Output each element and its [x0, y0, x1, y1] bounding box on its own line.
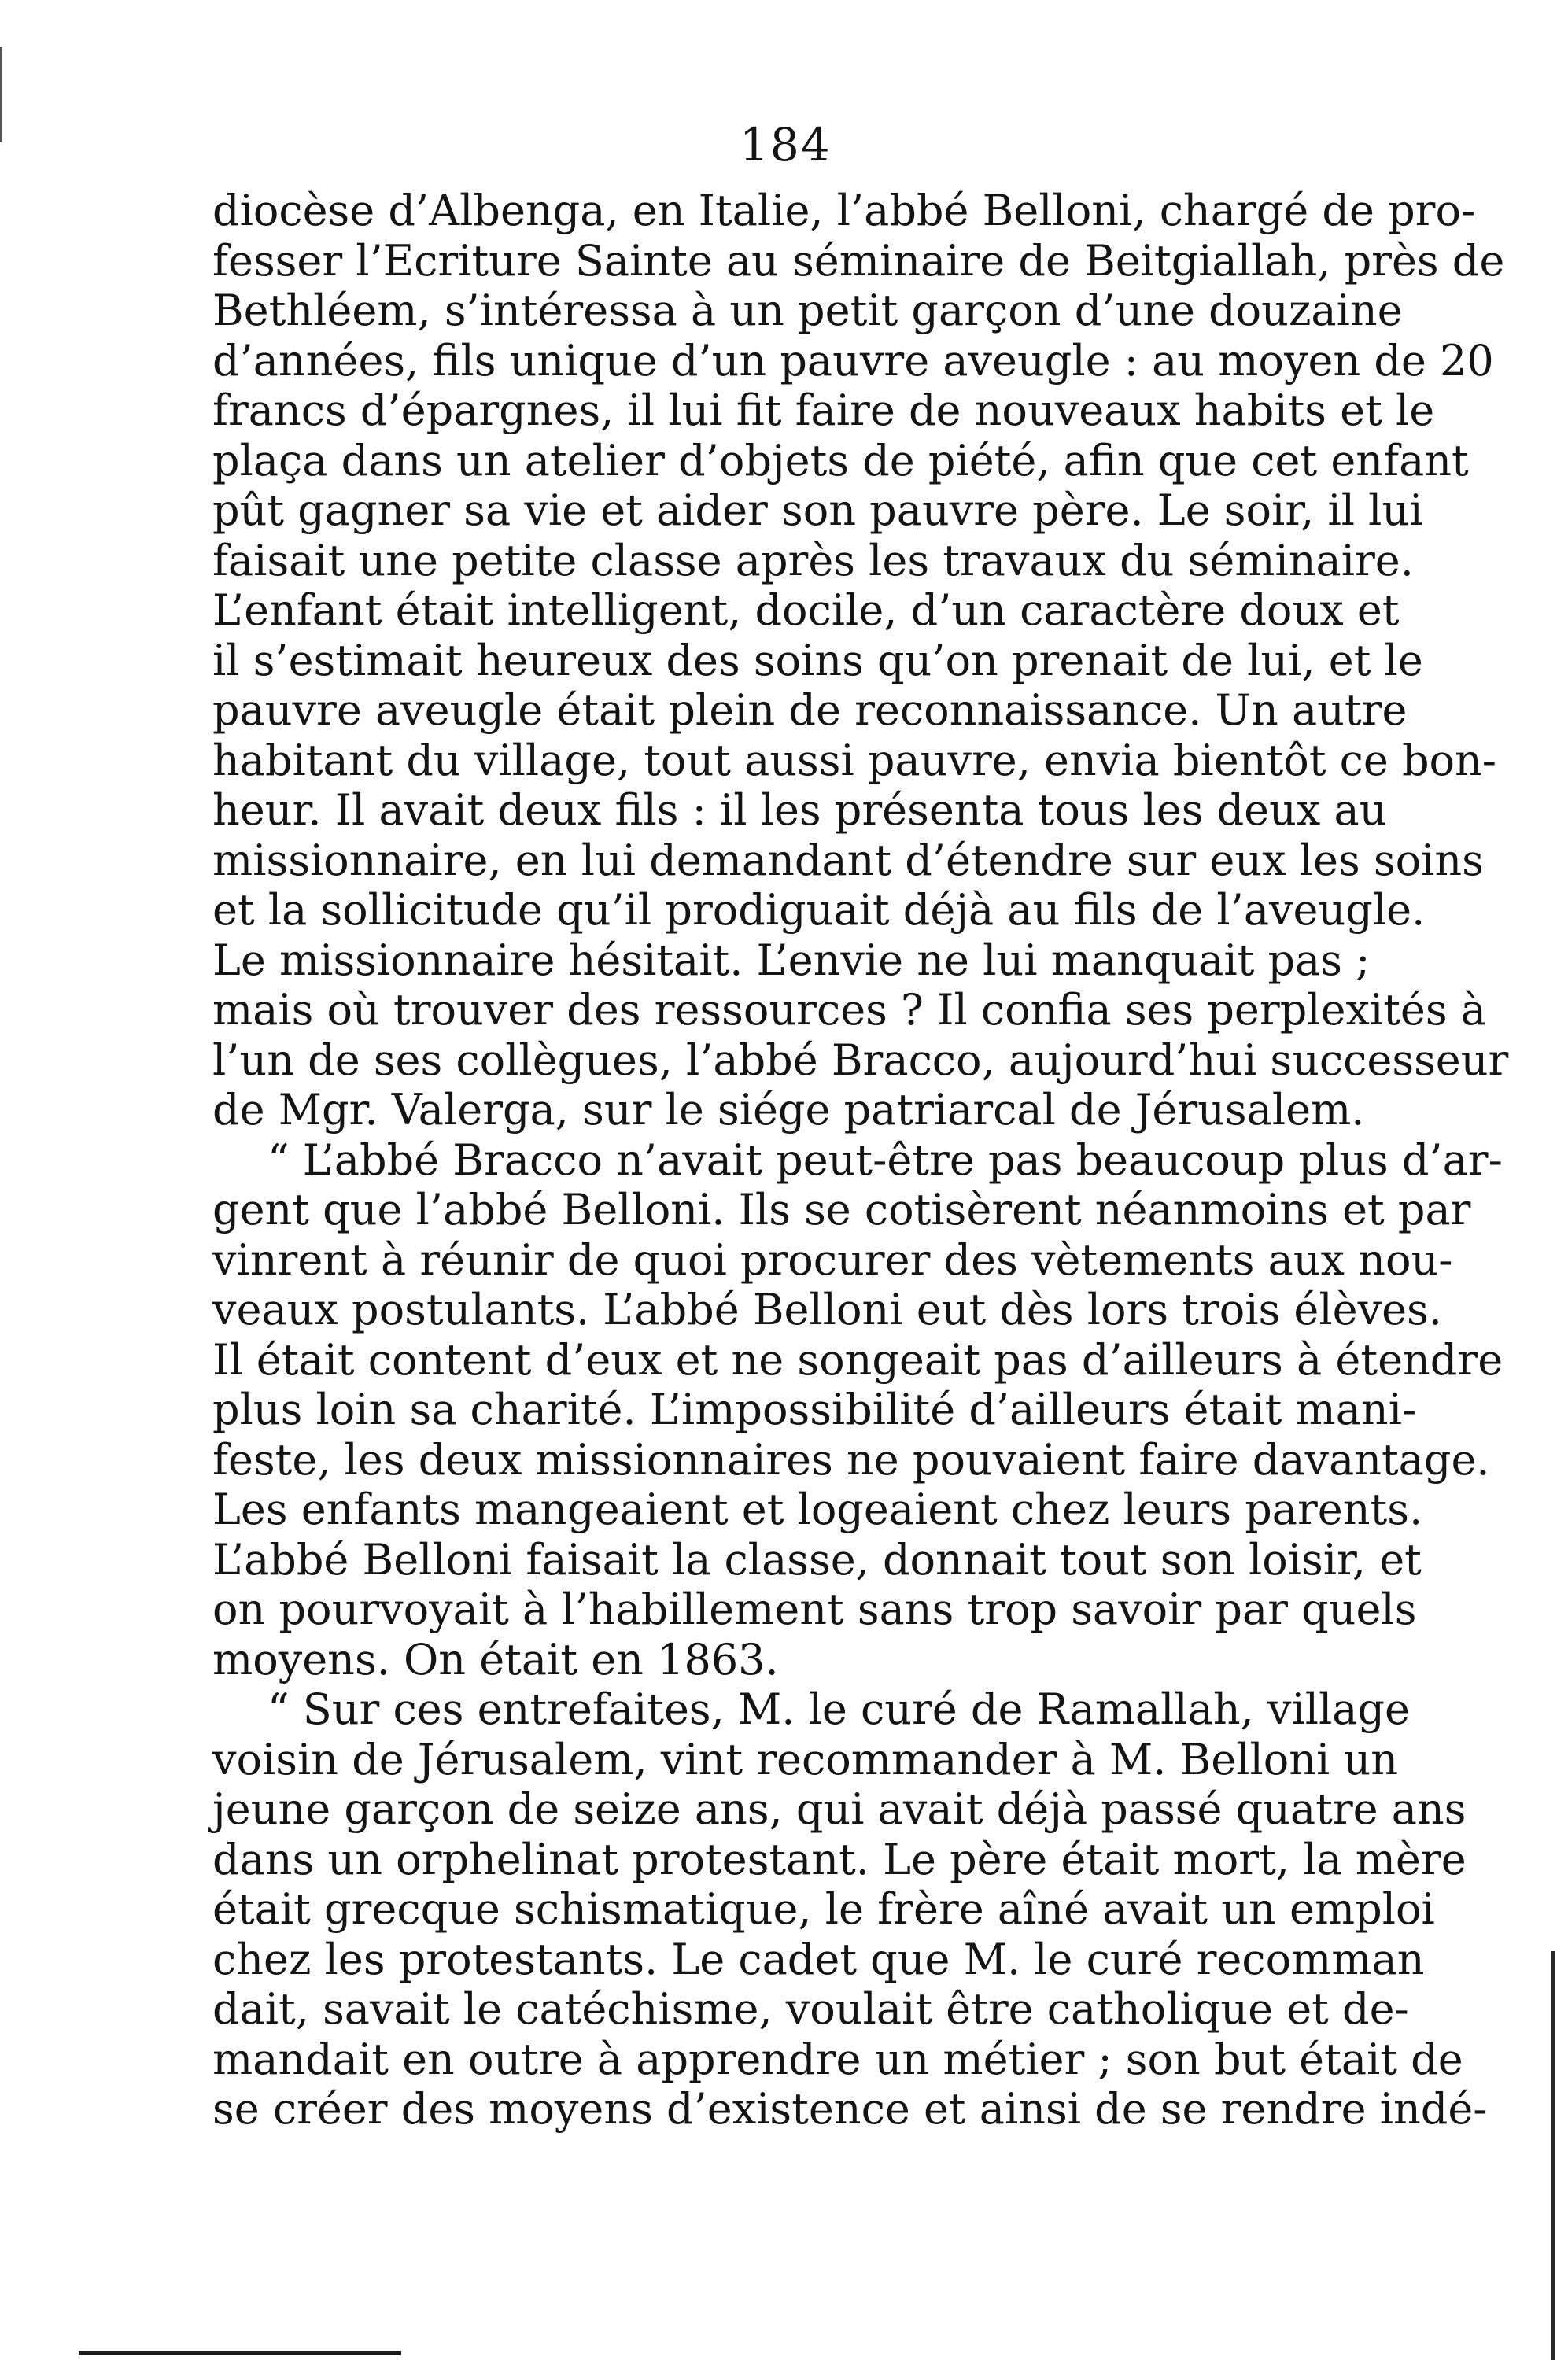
- text-line: feste, les deux missionnaires ne pouvaient faire davantage.: [212, 1434, 1490, 1485]
- footer-rule: [79, 2351, 401, 2355]
- text-line: moyens. On était en 1863.: [212, 1634, 779, 1684]
- text-line: veaux postulants. L’abbé Belloni eut dès lors trois élèves.: [212, 1285, 1442, 1334]
- text-line: diocèse d’Albenga, en Italie, l’abbé Belloni, chargé de pro-: [212, 186, 1476, 235]
- text-line: faisait une petite classe après les travaux du séminaire.: [212, 535, 1414, 585]
- text-line: Bethléem, s’intéressa à un petit garçon d’une douzaine: [212, 286, 1403, 335]
- text-line: on pourvoyait à l’habillement sans trop savoir par quels: [212, 1585, 1417, 1634]
- page-number: 184: [740, 118, 832, 172]
- text-line: fesser l’Ecriture Sainte au séminaire de Beitgiallah, près de: [212, 235, 1505, 286]
- text-line: chez les protestants. Le cadet que M. le curé recomman: [212, 1934, 1425, 1984]
- text-line: missionnaire, en lui demandant d’étendre sur eux les soins: [212, 835, 1484, 885]
- text-line: francs d’épargnes, il lui fit faire de nouveaux habits et le: [212, 386, 1435, 435]
- text-line: mais où trouver des ressources ? Il confia ses perplexités à: [212, 985, 1486, 1035]
- text-line: “ Sur ces entrefaites, M. le curé de Ramallah, village: [267, 1684, 1410, 1734]
- text-line: était grecque schismatique, le frère aîné avait un emploi: [212, 1884, 1435, 1934]
- text-line: jeune garçon de seize ans, qui avait déjà passé quatre ans: [212, 1784, 1467, 1834]
- edge-rule: [1551, 1951, 1555, 2360]
- text-line: voisin de Jérusalem, vint recommander à M. Belloni un: [212, 1734, 1399, 1784]
- text-line: de Mgr. Valerga, sur le siége patriarcal de Jérusalem.: [212, 1085, 1365, 1135]
- text-line: L’enfant était intelligent, docile, d’un caractère doux et: [212, 585, 1400, 635]
- text-line: mandait en outre à apprendre un métier ; son but était de: [212, 2034, 1463, 2084]
- text-line: plaça dans un atelier d’objets de piété, afin que cet enfant: [212, 435, 1469, 485]
- text-line: “ L’abbé Bracco n’avait peut-être pas beaucoup plus d’ar-: [267, 1135, 1503, 1185]
- text-line: heur. Il avait deux fils : il les présenta tous les deux au: [212, 785, 1387, 835]
- text-line: Le missionnaire hésitait. L’envie ne lui manquait pas ;: [212, 935, 1371, 985]
- body-text: [212, 186, 1509, 2134]
- text-line: dans un orphelinat protestant. Le père était mort, la mère: [212, 1834, 1467, 1884]
- binding-edge-mark: [0, 47, 2, 142]
- text-line: pût gagner sa vie et aider son pauvre père. Le soir, il lui: [212, 485, 1423, 535]
- text-line: pauvre aveugle était plein de reconnaissance. Un autre: [212, 685, 1408, 735]
- text-line: se créer des moyens d’existence et ainsi de se rendre indé-: [212, 2084, 1488, 2134]
- text-line: dait, savait le catéchisme, voulait être catholique et de-: [212, 1984, 1409, 2034]
- text-line: L’abbé Belloni faisait la classe, donnait tout son loisir, et: [212, 1534, 1422, 1585]
- text-line: Les enfants mangeaient et logeaient chez leurs parents.: [212, 1485, 1423, 1534]
- text-line: habitant du village, tout aussi pauvre, envia bientôt ce bon-: [212, 735, 1497, 785]
- text-line: d’années, fils unique d’un pauvre aveugle : au moyen de 20: [212, 335, 1494, 386]
- text-line: gent que l’abbé Belloni. Ils se cotisèrent néanmoins et par: [212, 1185, 1471, 1234]
- text-line: Il était content d’eux et ne songeait pas d’ailleurs à étendre: [212, 1334, 1503, 1385]
- text-line: plus loin sa charité. L’impossibilité d’ailleurs était mani-: [212, 1385, 1417, 1434]
- text-line: il s’estimait heureux des soins qu’on prenait de lui, et le: [212, 635, 1423, 685]
- text-line: l’un de ses collègues, l’abbé Bracco, aujourd’hui successeur: [212, 1035, 1509, 1085]
- text-line: et la sollicitude qu’il prodiguait déjà au fils de l’aveugle.: [212, 885, 1426, 935]
- text-line: vinrent à réunir de quoi procurer des vètements aux nou-: [212, 1234, 1453, 1285]
